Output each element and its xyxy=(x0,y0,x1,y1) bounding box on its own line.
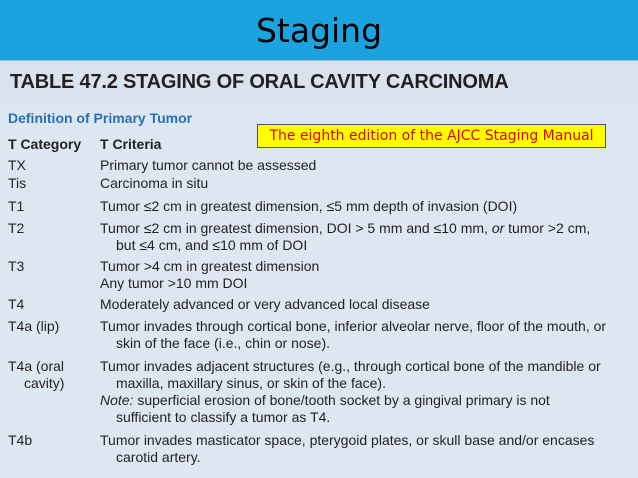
t-category: TX xyxy=(8,157,26,173)
t-category: T2 xyxy=(8,220,25,236)
annotation-box xyxy=(257,124,606,148)
annotation-text: The eighth edition of the AJCC Staging Manual xyxy=(269,128,594,144)
t-criteria: Tumor invades masticator space, pterygoid plates, or skull base and/or encases carotid artery. xyxy=(100,432,595,465)
header-t-category: T Category xyxy=(8,136,82,152)
t-category: T3 xyxy=(8,258,25,274)
t-criteria: Primary tumor cannot be assessed xyxy=(100,157,317,173)
t-criteria: Carcinoma in situ xyxy=(100,175,209,191)
t-category: T4a (oral cavity) xyxy=(8,358,65,391)
t-category: T4a (lip) xyxy=(8,318,60,334)
slide-title-bar xyxy=(0,0,638,60)
t-category: T4 xyxy=(8,296,25,312)
t-criteria: Tumor invades adjacent structures (e.g., through cortical bone of the mandible or maxilla, maxillary sinus, or skin of the face). Note: superficial erosion of bone/tooth socket by a gingival primary is not sufficient to classify a tumor as T4. xyxy=(100,358,601,425)
t-category: T4b xyxy=(8,432,33,448)
t-criteria: Tumor ≤2 cm in greatest dimension, ≤5 mm depth of invasion (DOI) xyxy=(100,198,518,214)
slide-title: Staging xyxy=(255,10,383,50)
t-criteria: Tumor ≤2 cm in greatest dimension, DOI > 5 mm and ≤10 mm, or tumor >2 cm, but ≤4 cm, and ≤10 mm of DOI xyxy=(100,220,591,253)
t-category: Tis xyxy=(8,175,27,191)
t-criteria: Moderately advanced or very advanced local disease xyxy=(100,296,430,312)
t-criteria: Tumor invades through cortical bone, inferior alveolar nerve, floor of the mouth, or skin of the face (i.e., chin or nose). xyxy=(100,318,607,351)
section-heading: Definition of Primary Tumor xyxy=(8,110,193,126)
t-criteria: Tumor >4 cm in greatest dimension Any tumor >10 mm DOI xyxy=(100,258,320,291)
header-t-criteria: T Criteria xyxy=(100,136,162,152)
table-title-bar xyxy=(0,60,638,106)
t-category: T1 xyxy=(8,198,25,214)
table-title: TABLE 47.2 STAGING OF ORAL CAVITY CARCINOMA xyxy=(10,71,509,93)
